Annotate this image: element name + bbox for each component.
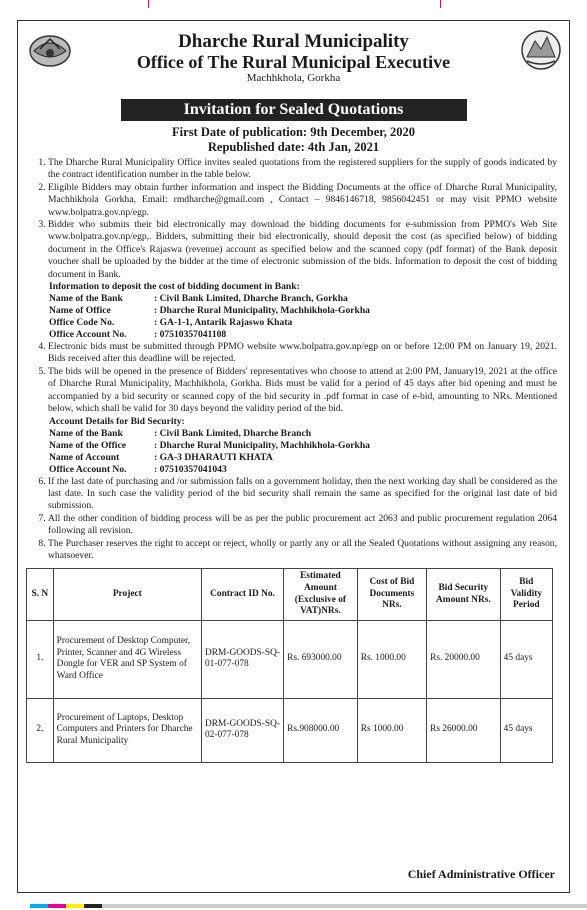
- municipality-name: Dharche Rural Municipality: [178, 31, 409, 52]
- notice-banner: Invitation for Sealed Quotations: [121, 99, 467, 121]
- security-row: [49, 464, 557, 476]
- deposit-row: [49, 305, 557, 317]
- clause-5: 5. The bids will be opened in the presence of Bidders' representatives who choose to attend at 2:00 PM, January19, 2021 at the office of Dharche Rural Municipality, Machhikhola, Gorkha. Bids must be valid for a period of 45 days after bid opening and must be accompanied by a bid security or scanned copy of the bid security in .pdf format in case of e-bid, amounting to NRs. Mentioned below, which shall be valid for 30 days beyond the validity period of the bid.: [48, 366, 557, 416]
- security-key: Name of the Bank: [49, 427, 123, 439]
- clause-3-text: Bidder who submits their bid electronically may download the bidding documents for e-submission from PPMO's Web Site www.bolpatra.gov.np/egp,. Bidders, submitting their bid electronically, should deposit the cost (as specified below) of bidding document in the Office's Rajaswa (revenue) account as specified below and the scanned copy (pdf format) of the Bank deposit voucher shall be uploaded by the bidder at the time of electronic submission of the bids. Information to deposit the cost of bidding document in Bank.: [48, 219, 557, 280]
- table-header-row: [27, 569, 553, 620]
- deposit-heading: Information to deposit the cost of bidding document in Bank:: [49, 281, 300, 293]
- security-key: Name of the Office: [49, 439, 126, 451]
- clause-2: 2. Eligible Bidders may obtain further information and inspect the Bidding Documents at the office of Dharche Rural Municipality, Machhikhola Gorkha, Email: rmdharche@gmail.com , Contact – 9846146718, 9856042451 or may visit PPMO website www.bolpatra.gov.np/egp.: [48, 182, 557, 219]
- cell-contract-id: DRM-GOODS-SQ-02-077-078: [201, 698, 283, 762]
- clause-6: 6. If the last date of purchasing and /or submission falls on a government holiday, then the next working day shall be considered as the last date. In such case the validity period of the bid security shall remain the same as specified for the original last date of bid submission.: [48, 476, 557, 513]
- bid-table: [26, 568, 553, 762]
- cell-validity: 45 days: [500, 698, 552, 762]
- crop-mark-top-right: [440, 0, 441, 8]
- cell-sn: 1.: [27, 620, 54, 698]
- cell-project: Procurement of Laptops, Desktop Computers and Printers for Dharche Rural Municipality: [53, 698, 201, 762]
- republished-date: Republished date: 4th Jan, 2021: [207, 140, 380, 154]
- security-row: [49, 428, 557, 440]
- security-value: : 07510357041043: [154, 463, 227, 475]
- notice-page: [17, 20, 570, 893]
- deposit-key: Office Code No.: [49, 317, 115, 329]
- deposit-info: [28, 281, 557, 341]
- table-row: [27, 620, 553, 698]
- print-color-bar: [0, 904, 587, 908]
- deposit-value: : Civil Bank Limited, Dharche Branch, Gorkha: [154, 293, 348, 305]
- notice-body: [18, 155, 569, 562]
- security-heading: Account Details for Bid Security:: [49, 415, 185, 427]
- col-bid-security: Bid Security Amount NRs.: [427, 569, 501, 620]
- deposit-row: [49, 293, 557, 305]
- security-value: : GA-3 DHARAUTI KHATA: [154, 451, 273, 463]
- cell-project: Procurement of Desktop Computer, Printer, Scanner and 4G Wireless Dongle for VER and SP System of Ward Office: [53, 620, 201, 698]
- deposit-value: : Dharche Rural Municipality, Machhikhola-Gorkha: [154, 305, 370, 317]
- cell-sn: 2.: [27, 698, 54, 762]
- office-name: Office of The Rural Municipal Executive: [136, 52, 451, 72]
- security-info: [28, 416, 557, 476]
- cell-estimated-amount: Rs.908000.00: [284, 698, 358, 762]
- cell-contract-id: DRM-GOODS-SQ-01-077-078: [201, 620, 283, 698]
- first-publication-date: First Date of publication: 9th December, 2020: [172, 125, 415, 139]
- security-value: : Civil Bank Limited, Dharche Branch: [154, 427, 312, 439]
- cell-bid-doc-cost: Rs 1000.00: [357, 698, 426, 762]
- deposit-value: : 07510357041108: [154, 329, 227, 341]
- clause-3: [48, 219, 557, 281]
- table-row: [27, 698, 553, 762]
- security-row: [49, 452, 557, 464]
- security-value: : Dharche Rural Municipality, Machhikhola-Gorkha: [154, 439, 370, 451]
- crop-mark-top: [148, 0, 149, 8]
- col-bid-doc-cost: Cost of Bid Documents NRs.: [357, 569, 426, 620]
- office-location: Machhkhola, Gorkha: [246, 72, 341, 84]
- deposit-key: Name of Office: [49, 305, 111, 317]
- signature: Chief Administrative Officer: [407, 867, 555, 881]
- col-contract-id: Contract ID No.: [201, 569, 283, 620]
- notice-header: [18, 21, 569, 99]
- deposit-key: Office Account No.: [49, 329, 127, 341]
- deposit-row: [49, 329, 557, 341]
- cell-bid-security: Rs 26000.00: [427, 698, 501, 762]
- clause-1: 1. The Dharche Rural Municipality Office invites sealed quotations from the registered suppliers for the supply of goods indicated by the contract identification number in the table below.: [48, 157, 557, 182]
- security-row: [49, 440, 557, 452]
- cell-estimated-amount: Rs. 693000.00: [284, 620, 358, 698]
- clause-7: 7. All the other condition of bidding process will be as per the public procurement act 2063 and public procurement regulation 2064 following all revision.: [48, 513, 557, 538]
- security-key: Name of Account: [49, 451, 120, 463]
- deposit-row: [49, 317, 557, 329]
- clause-4: 4. Electronic bids must be submitted through PPMO website www.bolpatra.gov.np/egp on or before 12:00 PM on January 19, 2021. Bids received after this deadline will be rejected.: [48, 341, 557, 366]
- deposit-value: : GA-1-1, Antarik Rajaswo Khata: [154, 317, 293, 329]
- cell-bid-security: Rs. 20000.00: [427, 620, 501, 698]
- deposit-key: Name of the Bank: [49, 293, 123, 305]
- clause-8: 8. The Purchaser reserves the right to accept or reject, wholly or partly any or all the Sealed Quotations without assigning any reason, whatsoever.: [48, 538, 557, 563]
- municipality-logo-icon: [519, 27, 563, 73]
- security-key: Office Account No.: [49, 463, 127, 475]
- col-sn: S. N: [27, 569, 54, 620]
- col-validity: Bid Validity Period: [500, 569, 552, 620]
- col-estimated-amount: Estimated Amount (Exclusive of VAT)NRs.: [284, 569, 358, 620]
- col-project: Project: [53, 569, 201, 620]
- nepal-emblem-icon: [26, 29, 74, 69]
- cell-bid-doc-cost: Rs. 1000.00: [357, 620, 426, 698]
- cell-validity: 45 days: [500, 620, 552, 698]
